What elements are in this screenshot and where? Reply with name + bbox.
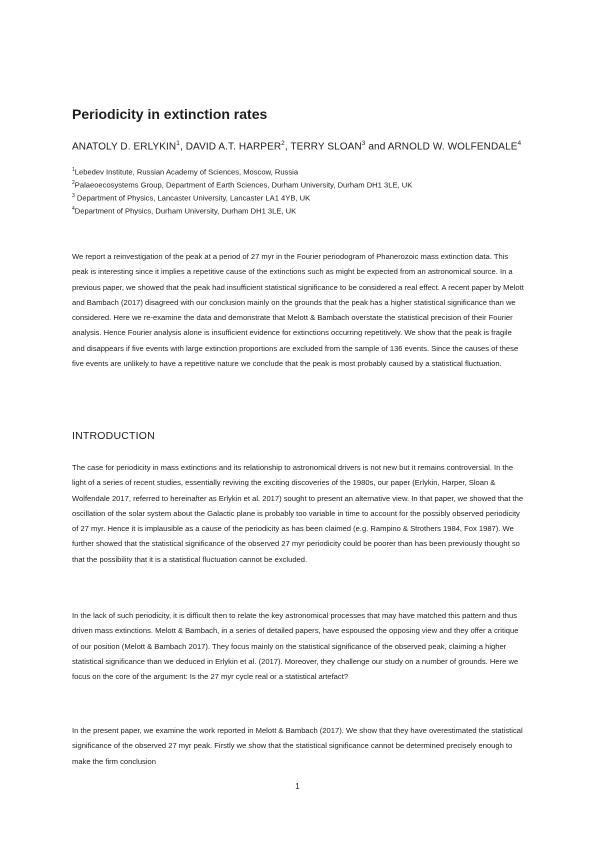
author-name: DAVID A.T. HARPER [185,141,282,153]
affiliation-text: Palaeoecosystems Group, Department of Earth Sciences, Durham University, Durham DH1 3LE, UK [74,180,413,190]
section-heading: INTRODUCTION [72,430,155,442]
author-list [72,140,521,152]
author-name: ARNOLD W. WOLFENDALE [387,141,518,153]
affiliation-text: Lebedev Institute, Russian Academy of Sciences, Moscow, Russia [74,167,299,177]
affiliation-text: Department of Physics, Durham University, Durham DH1 3LE, UK [74,206,297,216]
author-name: TERRY SLOAN [290,141,362,153]
affiliation-text: Department of Physics, Lancaster University, Lancaster LA1 4YB, UK [74,193,311,203]
author-separator: , [284,141,291,153]
affiliation-line [72,167,298,177]
affiliation-line [72,206,296,216]
author-separator: and [365,141,388,153]
affiliation-marker: 4 [72,206,75,212]
affiliation-marker: 1 [72,167,75,173]
author-name: ANATOLY D. ERLYKIN [72,141,177,153]
body-paragraph: The case for periodicity in mass extinctions and its relationship to astronomical drivers is not new but it remains controversial. In the light of a series of recent studies, essentially reviving the exciting discoveries of the 1980s, our paper (Erlykin, Harper, Sloan & Wolfendale 2017, referred to hereinafter as Erlykin et al. 2017) sought to present an alternative view. In that paper, we showed that the oscillation of the solar system about the Galactic plane is probably too variable in time to account for the possibly observed periodicity of 27 myr. Hence it is implausible as a cause of the periodicity as has been claimed (e.g. Rampino & Strothers 1984, Fox 1987). We further showed that the statistical significance of the observed 27 myr periodicity could be poorer than has been previously thought so that the possibility that it is a statistical fluctuation cannot be excluded. [72,463,524,564]
affiliation-marker: 2 [72,180,75,186]
author-separator: , [179,141,186,153]
author-affil-marker: 2 [281,140,285,147]
affiliation-marker: 3 [72,193,75,199]
page-number: 1 [295,782,300,791]
affiliation-line [72,180,412,190]
body-paragraph: In the present paper, we examine the work reported in Melott & Bambach (2017). We show that they have overestimated the statistical significance of the observed 27 myr peak. Firstly we show that the statistical significance cannot be determined precisely enough to make the firm conclusion [72,726,523,766]
author-affil-marker: 4 [517,140,522,147]
affiliation-line [72,193,310,203]
abstract-paragraph: We report a reinvestigation of the peak at a period of 27 myr in the Fourier periodogram of Phanerozoic mass extinction data. This peak is interesting since it implies a repetitive cause of the extinctions such as might be expected from an astronomical source. In a previous paper, we showed that the peak had insufficient statistical significance to be considered a real effect. A recent paper by Melott and Bambach (2017) disagreed with our conclusion mainly on the grounds that the peak has a higher statistical significance than we considered. Here we re-examine the data and demonstrate that Melott & Bambach overstate the statistical precision of their Fourier analysis. Hence Fourier analysis alone is insufficient evidence for extinctions occurring repetitively. We show that the peak is fragile and disappears if five events with large extinction proportions are excluded from the sample of 136 events. Since the causes of these five events are unlikely to have a repetitive nature we conclude that the peak is most probably caused by a statistical fluctuation. [72,252,524,369]
author-affil-marker: 3 [361,140,366,147]
paper-title: Periodicity in extinction rates [72,106,268,122]
body-paragraph: In the lack of such periodicity, it is difficult then to relate the key astronomical processes that may have matched this pattern and thus driven mass extinctions. Melott & Bambach, in a series of detailed papers, have espoused the opposing view and they offer a critique of our position (Melott & Bambach 2017). They focus mainly on the statistical significance of the observed peak, claiming a higher statistical significance than we deduced in Erlykin et al. (2017). Moreover, they challenge our study on a number of grounds. Here we focus on the core of the argument: Is the 27 myr cycle real or a statistical artefact? [72,611,519,682]
author-affil-marker: 1 [176,140,180,147]
